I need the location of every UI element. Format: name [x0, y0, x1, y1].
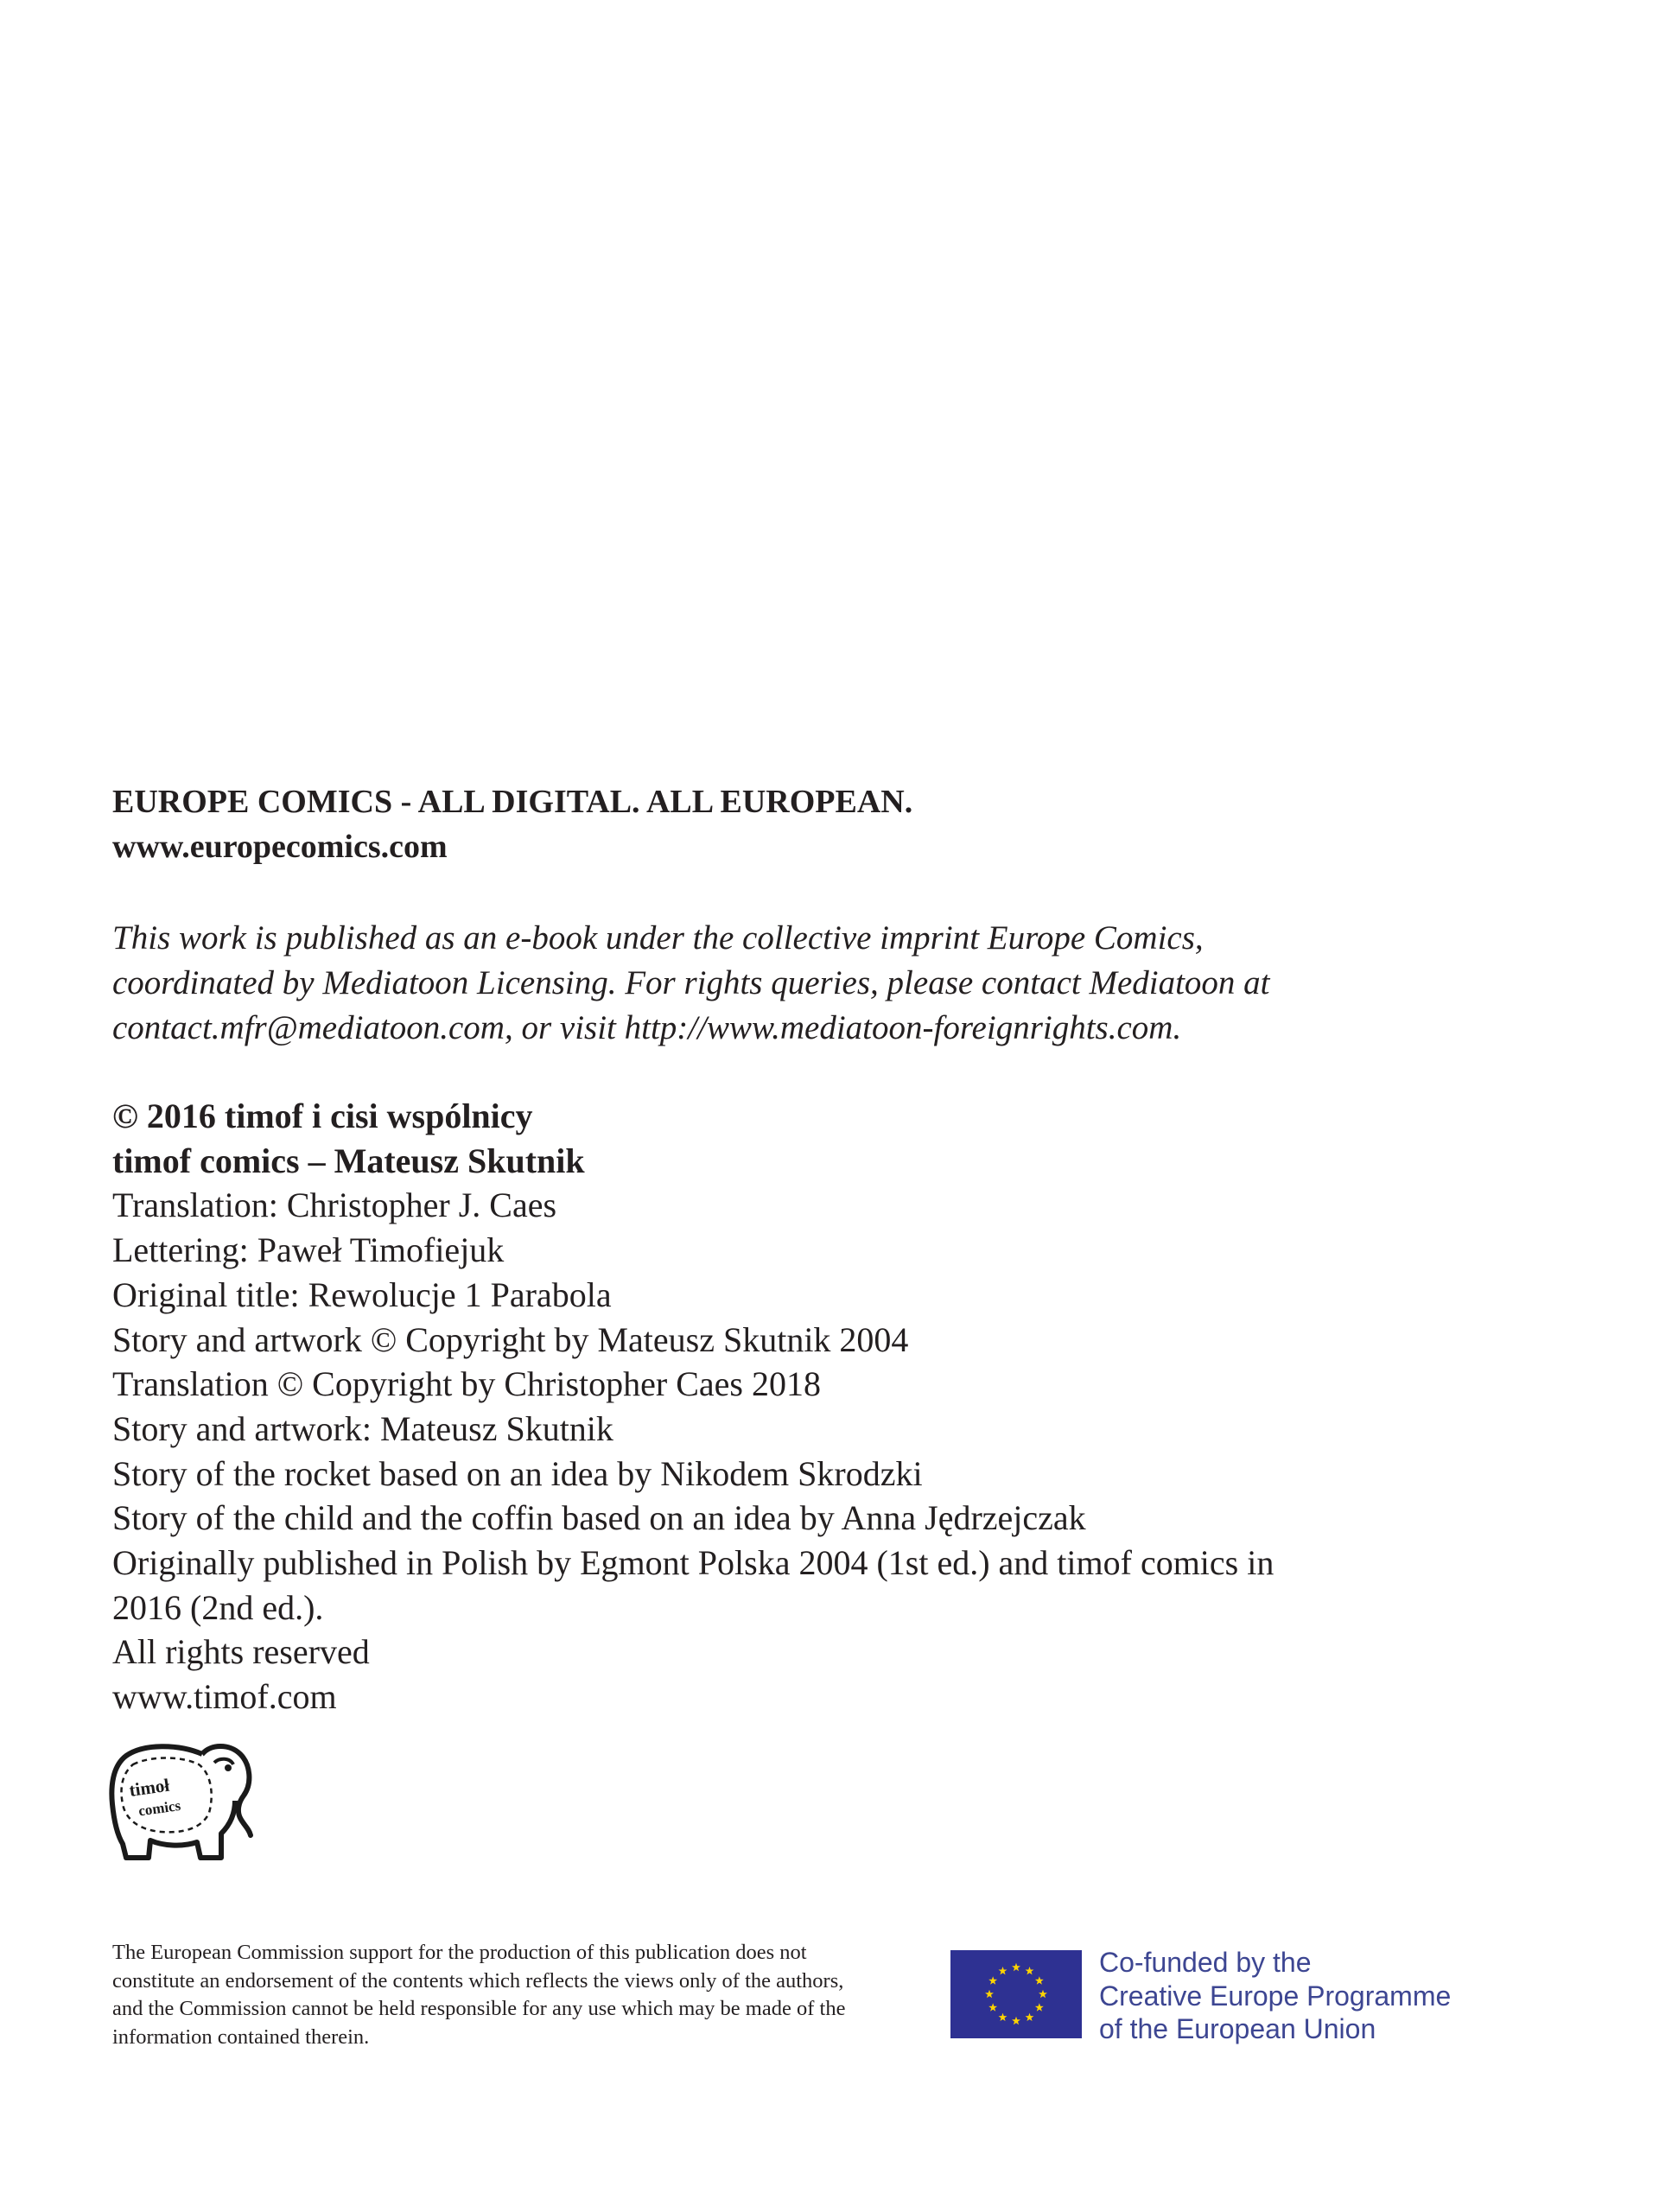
eu-star-icon [1035, 1976, 1044, 1984]
cofund-line: Creative Europe Programme [1099, 1980, 1452, 2012]
publisher-header [112, 779, 912, 869]
imprint-line: timof comics – Mateusz Skutnik [112, 1141, 585, 1180]
cofunding-statement [1099, 1946, 1451, 2046]
copyright-line: © 2016 timof i cisi wspólnicy [112, 1096, 533, 1135]
eu-disclaimer [112, 1939, 942, 2051]
eu-star-icon [988, 1976, 997, 1984]
publication-notice [112, 916, 1408, 1051]
notice-line: contact.mfr@mediatoon.com, or visit http://www.mediatoon-foreignrights.com. [112, 1009, 1182, 1046]
credit-line: Original title: Rewolucje 1 Parabola [112, 1274, 612, 1314]
notice-line: coordinated by Mediatoon Licensing. For rights queries, please contact Mediatoon at [112, 964, 1270, 1001]
eu-star-icon [1026, 1967, 1034, 1974]
credit-line: All rights reserved [112, 1632, 370, 1672]
notice-line: This work is published as an e-book under the collective imprint Europe Comics, [112, 919, 1204, 957]
credit-line: 2016 (2nd ed.). [112, 1587, 324, 1627]
publisher-tagline: EUROPE COMICS - ALL DIGITAL. ALL EUROPEAN. [112, 784, 913, 820]
credits-block [112, 1094, 1408, 1719]
eu-star-icon [1012, 1963, 1020, 1971]
eu-star-icon [1035, 2003, 1044, 2011]
credit-line: Story of the child and the coffin based on an idea by Anna Jędrzejczak [112, 1498, 1086, 1538]
credit-line: Story and artwork: Mateusz Skutnik [112, 1408, 613, 1448]
eu-star-icon [985, 1990, 994, 1998]
credit-line: Originally published in Polish by Egmont Polska 2004 (1st ed.) and timof comics in [112, 1543, 1274, 1583]
credit-line: www.timof.com [112, 1677, 337, 1717]
disclaimer-line: constitute an endorsement of the contents which reflects the views only of the authors, [112, 1968, 844, 1993]
logo-text-comics: comics [137, 1796, 182, 1820]
eu-star-icon [988, 2003, 997, 2011]
disclaimer-line: The European Commission support for the production of this publication does not [112, 1941, 807, 1964]
eu-flag-icon [950, 1950, 1082, 2038]
eu-star-icon [999, 2013, 1007, 2021]
eu-star-icon [999, 1967, 1007, 1974]
cofund-line: of the European Union [1099, 2013, 1376, 2044]
cofund-line: Co-funded by the [1099, 1947, 1312, 1978]
publisher-website: www.europecomics.com [112, 829, 448, 865]
credit-line: Lettering: Paweł Timofiejuk [112, 1230, 505, 1270]
eu-star-icon [1012, 2017, 1020, 2024]
disclaimer-line: and the Commission cannot be held responsible for any use which may be made of the [112, 1997, 846, 2020]
logo-text-timof: timoł [127, 1774, 171, 1801]
credit-line: Translation © Copyright by Christopher Caes 2018 [112, 1364, 821, 1404]
credit-line: Story and artwork © Copyright by Mateusz Skutnik 2004 [112, 1319, 909, 1359]
disclaimer-line: information contained therein. [112, 2024, 370, 2049]
credit-line: Translation: Christopher J. Caes [112, 1185, 557, 1225]
eu-star-icon [1026, 2013, 1034, 2021]
credit-line: Story of the rocket based on an idea by Nikodem Skrodzki [112, 1453, 923, 1493]
eu-star-icon [1039, 1990, 1047, 1998]
elephant-logo-icon [109, 1738, 256, 1861]
